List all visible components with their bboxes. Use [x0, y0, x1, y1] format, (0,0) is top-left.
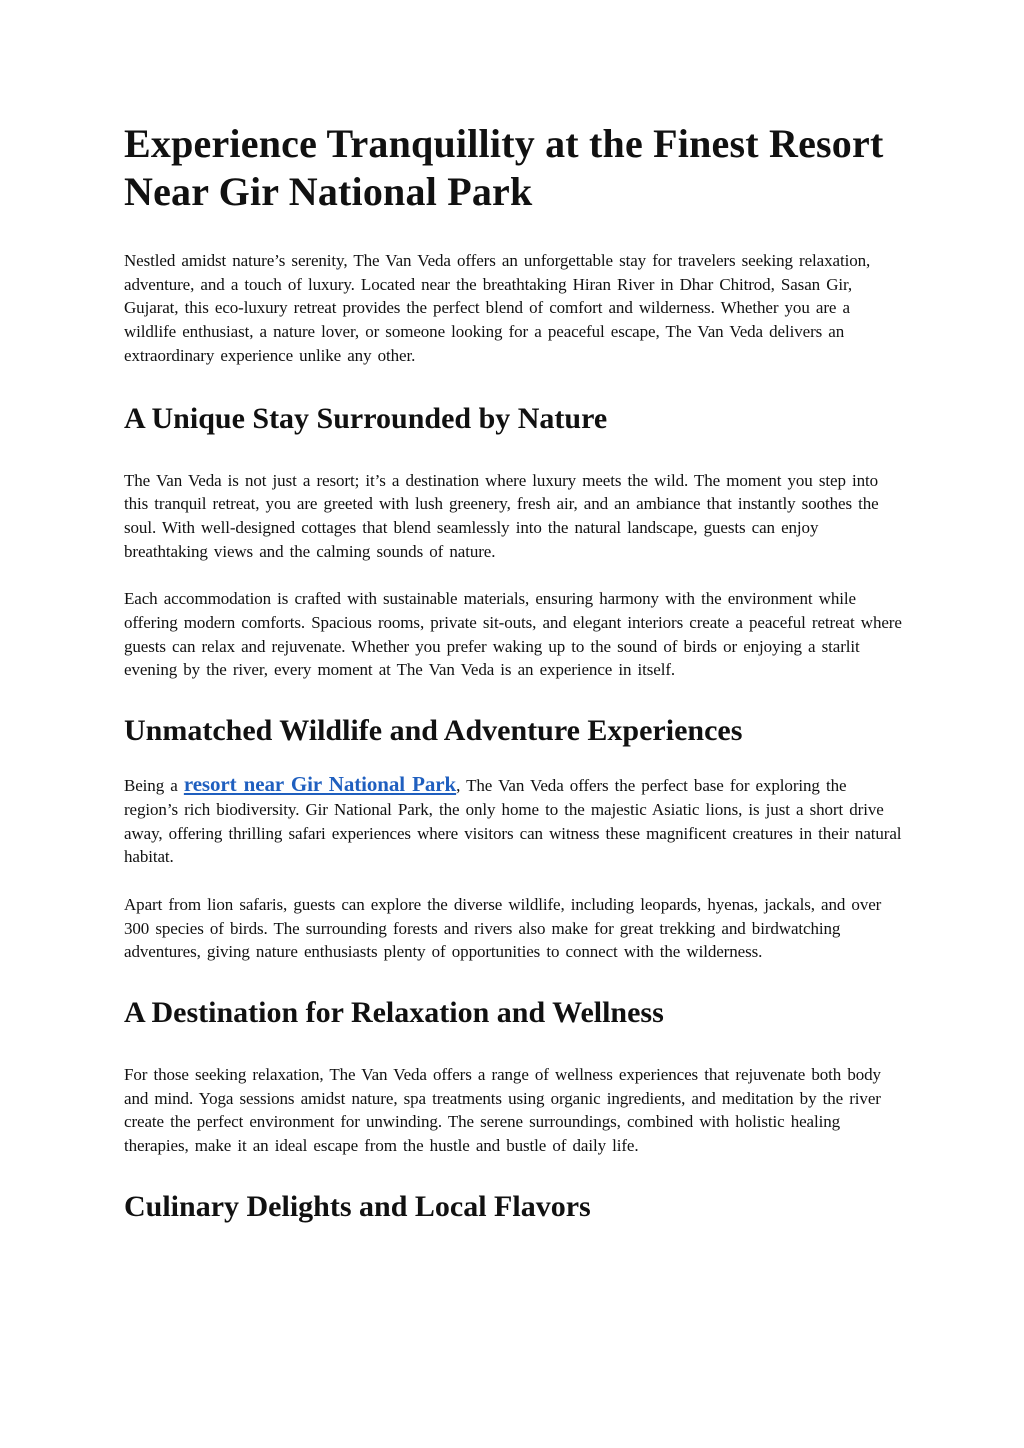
intro-paragraph: Nestled amidst nature’s serenity, The Van Veda offers an unforgettable stay for travelers seeking relaxation, adventure, and a touch of luxury. Located near the breathtaking Hiran River in Dhar Chitrod, Sasan Gir, Gujarat, this eco-luxury retreat provides the perfect blend of comfort and wilderness. Whether you are a wildlife enthusiast, a nature lover, or someone looking for a peaceful escape, The Van Veda delivers an extraordinary experience unlike any other. [124, 251, 871, 365]
section-heading-wildlife: Unmatched Wildlife and Adventure Experiences [124, 714, 743, 748]
relaxation-paragraph-1: For those seeking relaxation, The Van Veda offers a range of wellness experiences that rejuvenate both body and mind. Yoga sessions amidst nature, spa treatments using organic ingredients, and meditation by the river create the perfect environment for unwinding. The serene surroundings, combined with holistic healing therapies, make it an ideal escape from the hustle and bustle of daily life. [124, 1065, 881, 1156]
section-heading-relaxation: A Destination for Relaxation and Wellness [124, 996, 664, 1030]
wildlife-paragraph-1-lead: Being a [124, 776, 184, 796]
wildlife-paragraph-2: Apart from lion safaris, guests can explore the diverse wildlife, including leopards, hyenas, jackals, and over 300 species of birds. The surrounding forests and rivers also make for great trekking and birdwatching adventures, giving nature enthusiasts plenty of opportunities to connect with the wilderness. [124, 894, 882, 962]
wildlife-paragraph-1-rest: , The Van Veda offers the perfect base for exploring the region’s rich biodiversity. Gir National Park, the only home to the majestic Asiatic lions, is just a short drive away, offering thrilling safari experiences where visitors can witness these magnificent creatures in their natural habitat. [124, 776, 902, 867]
page-title: Experience Tranquillity at the Finest Resort Near Gir National Park [124, 121, 884, 214]
section-heading-culinary: Culinary Delights and Local Flavors [124, 1189, 591, 1223]
resort-near-gir-link[interactable]: resort near Gir National Park [183, 772, 457, 797]
wildlife-paragraph-1 [124, 773, 904, 869]
document-page [124, 120, 904, 1225]
unique-stay-paragraph-2: Each accommodation is crafted with sustainable materials, ensuring harmony with the environment while offering modern comforts. Spacious rooms, private sit-outs, and elegant interiors create a peaceful retreat where guests can relax and rejuvenate. Whether you prefer waking up to the sound of birds or enjoying a starlit evening by the river, every moment at The Van Veda is an experience in itself. [124, 589, 902, 680]
unique-stay-paragraph-1: The Van Veda is not just a resort; it’s a destination where luxury meets the wild. The moment you step into this tranquil retreat, you are greeted with lush greenery, fresh air, and an ambiance that instantly soothes the soul. With well-designed cottages that blend seamlessly into the natural landscape, guests can enjoy breathtaking views and the calming sounds of nature. [124, 470, 879, 561]
section-heading-unique-stay: A Unique Stay Surrounded by Nature [124, 401, 608, 435]
